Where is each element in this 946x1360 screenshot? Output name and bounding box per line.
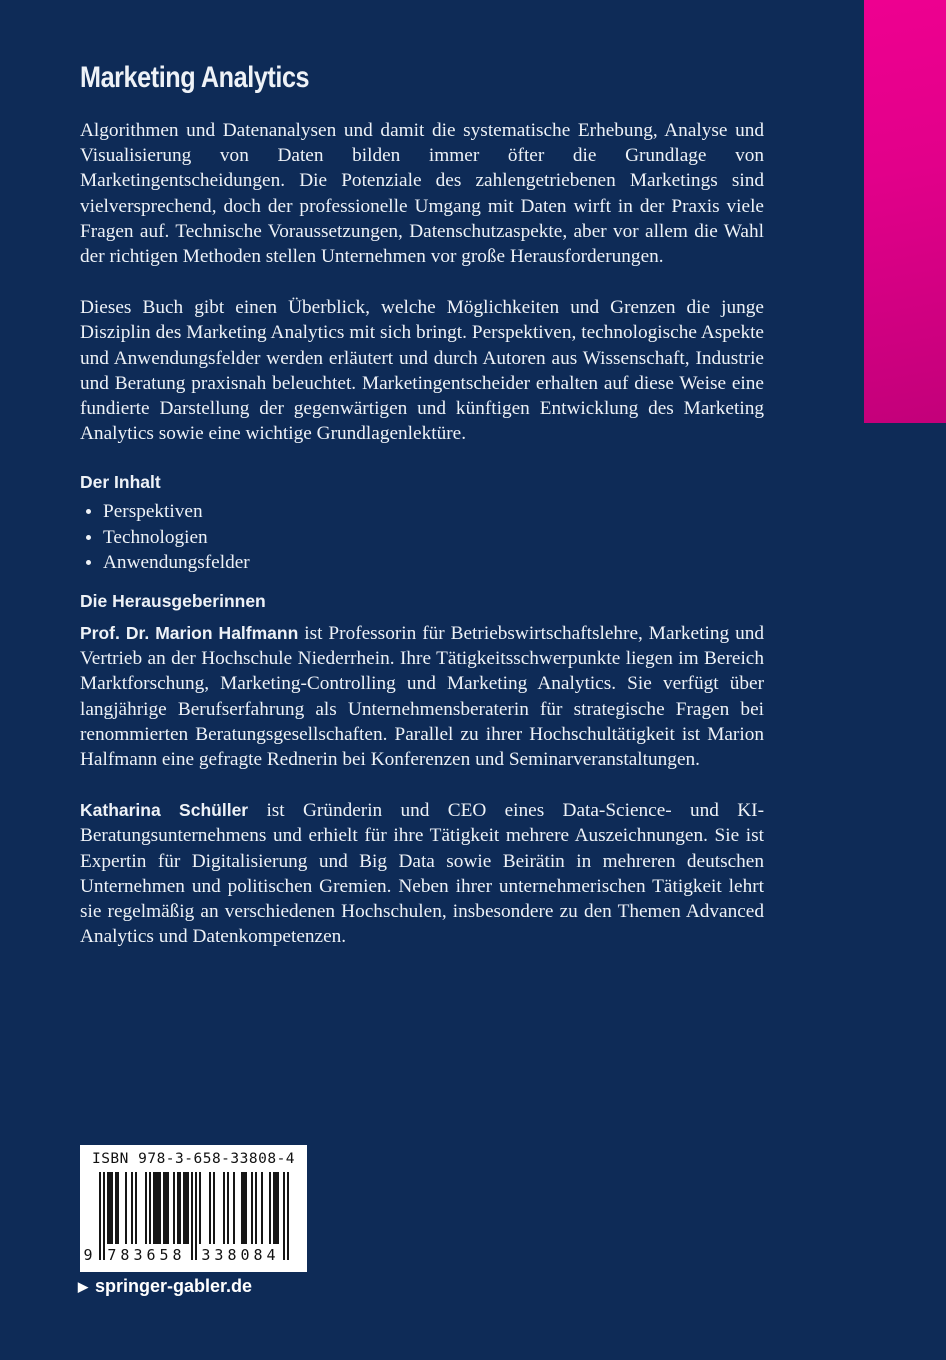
- barcode-digits-group2: 338084: [201, 1246, 280, 1264]
- list-item-label: Technologien: [103, 526, 208, 548]
- editor-bio-text: ist Professorin für Betriebswirtschaftslehre, Marketing und Vertrieb an der Hochschule Niederrhein. Ihre Tätigkeitsschwerpunkte liegen im Bereich Marktforschung, Marketing-Controlling und Marketing Analytics. Sie verfügt über langjährige Berufserfahrung als Unternehmensberaterin für strategische Fragen bei renommierten Beratungsgesellschaften. Parallel zu ihrer Hochschultätigkeit ist Marion Halfmann eine gefragte Rednerin bei Konferenzen und Seminarveranstaltungen.: [80, 623, 764, 771]
- isbn-label: ISBN 978-3-658-33808-4: [91, 1151, 296, 1167]
- intro-paragraph: Algorithmen und Datenanalysen und damit die systematische Erhebung, Analyse und Visualisierung von Daten bilden immer öfter die Grundlage von Marketingentscheidungen. Die Potenziale des zahlengetriebenen Marketings sind vielversprechend, doch der professionelle Umgang mit Daten wirft in der Praxis viele Fragen auf. Technische Voraussetzungen, Datenschutzaspekte, aber vor allem die Wahl der richtigen Methoden stellen Unternehmen vor große Herausforderungen.: [80, 120, 764, 268]
- pink-accent-block: [864, 0, 946, 423]
- editors-heading: Die Herausgeberinnen: [80, 591, 266, 612]
- publisher-url: springer-gabler.de: [95, 1276, 253, 1296]
- ean-barcode: [83, 1172, 289, 1264]
- publisher-url-line: [78, 1276, 252, 1297]
- bullet-icon: [86, 560, 91, 565]
- editor-bio-text: ist Gründerin und CEO eines Data-Science- und KI-Beratungsunternehmens und erhielt für ihre Tätigkeit mehrere Auszeichnungen. Sie ist Expertin für Digitalisierung und Big Data sowie Beirätin in mehreren deutschen Unternehmen und politischen Gremien. Neben ihrer unternehmerischen Tätigkeit lehrt sie regelmäßig an verschiedenen Hochschulen, insbesondere zu den Themen Advanced Analytics und Datenkompetenzen.: [80, 800, 764, 948]
- editor-name: Prof. Dr. Marion Halfmann: [80, 623, 299, 644]
- editor-bio-halfmann: [80, 621, 764, 772]
- bullet-icon: [86, 509, 91, 514]
- editor-name: Katharina Schüller: [80, 800, 249, 821]
- barcode-digit-left: 9: [83, 1246, 93, 1264]
- overview-paragraph: Dieses Buch gibt einen Überblick, welche Möglichkeiten und Grenzen die junge Disziplin des Marketing Analytics mit sich bringt. Perspektiven, technologische Aspekte und Anwendungsfelder werden erläutert und durch Autoren aus Wissenschaft, Industrie und Beratung praxisnah beleuchtet. Marketingentscheider erhalten auf diese Weise eine fundierte Darstellung der gegenwärtigen und künftigen Entwicklung des Marketing Analytics sowie eine wichtige Grundlagenlektüre.: [80, 297, 764, 445]
- back-cover-text-column: [80, 60, 764, 975]
- isbn-barcode-box: [80, 1145, 307, 1272]
- contents-list: [80, 499, 764, 575]
- arrow-right-icon: ▶: [78, 1278, 88, 1294]
- editor-bio-schueller: [80, 798, 764, 949]
- bullet-icon: [86, 535, 91, 540]
- list-item: [80, 525, 764, 550]
- contents-heading: Der Inhalt: [80, 472, 161, 493]
- book-title: Marketing Analytics: [80, 61, 310, 94]
- list-item: [80, 499, 764, 524]
- list-item-label: Perspektiven: [103, 501, 203, 523]
- list-item: [80, 550, 764, 575]
- barcode-digits-group1: 783658: [107, 1246, 186, 1264]
- list-item-label: Anwendungsfelder: [103, 551, 250, 573]
